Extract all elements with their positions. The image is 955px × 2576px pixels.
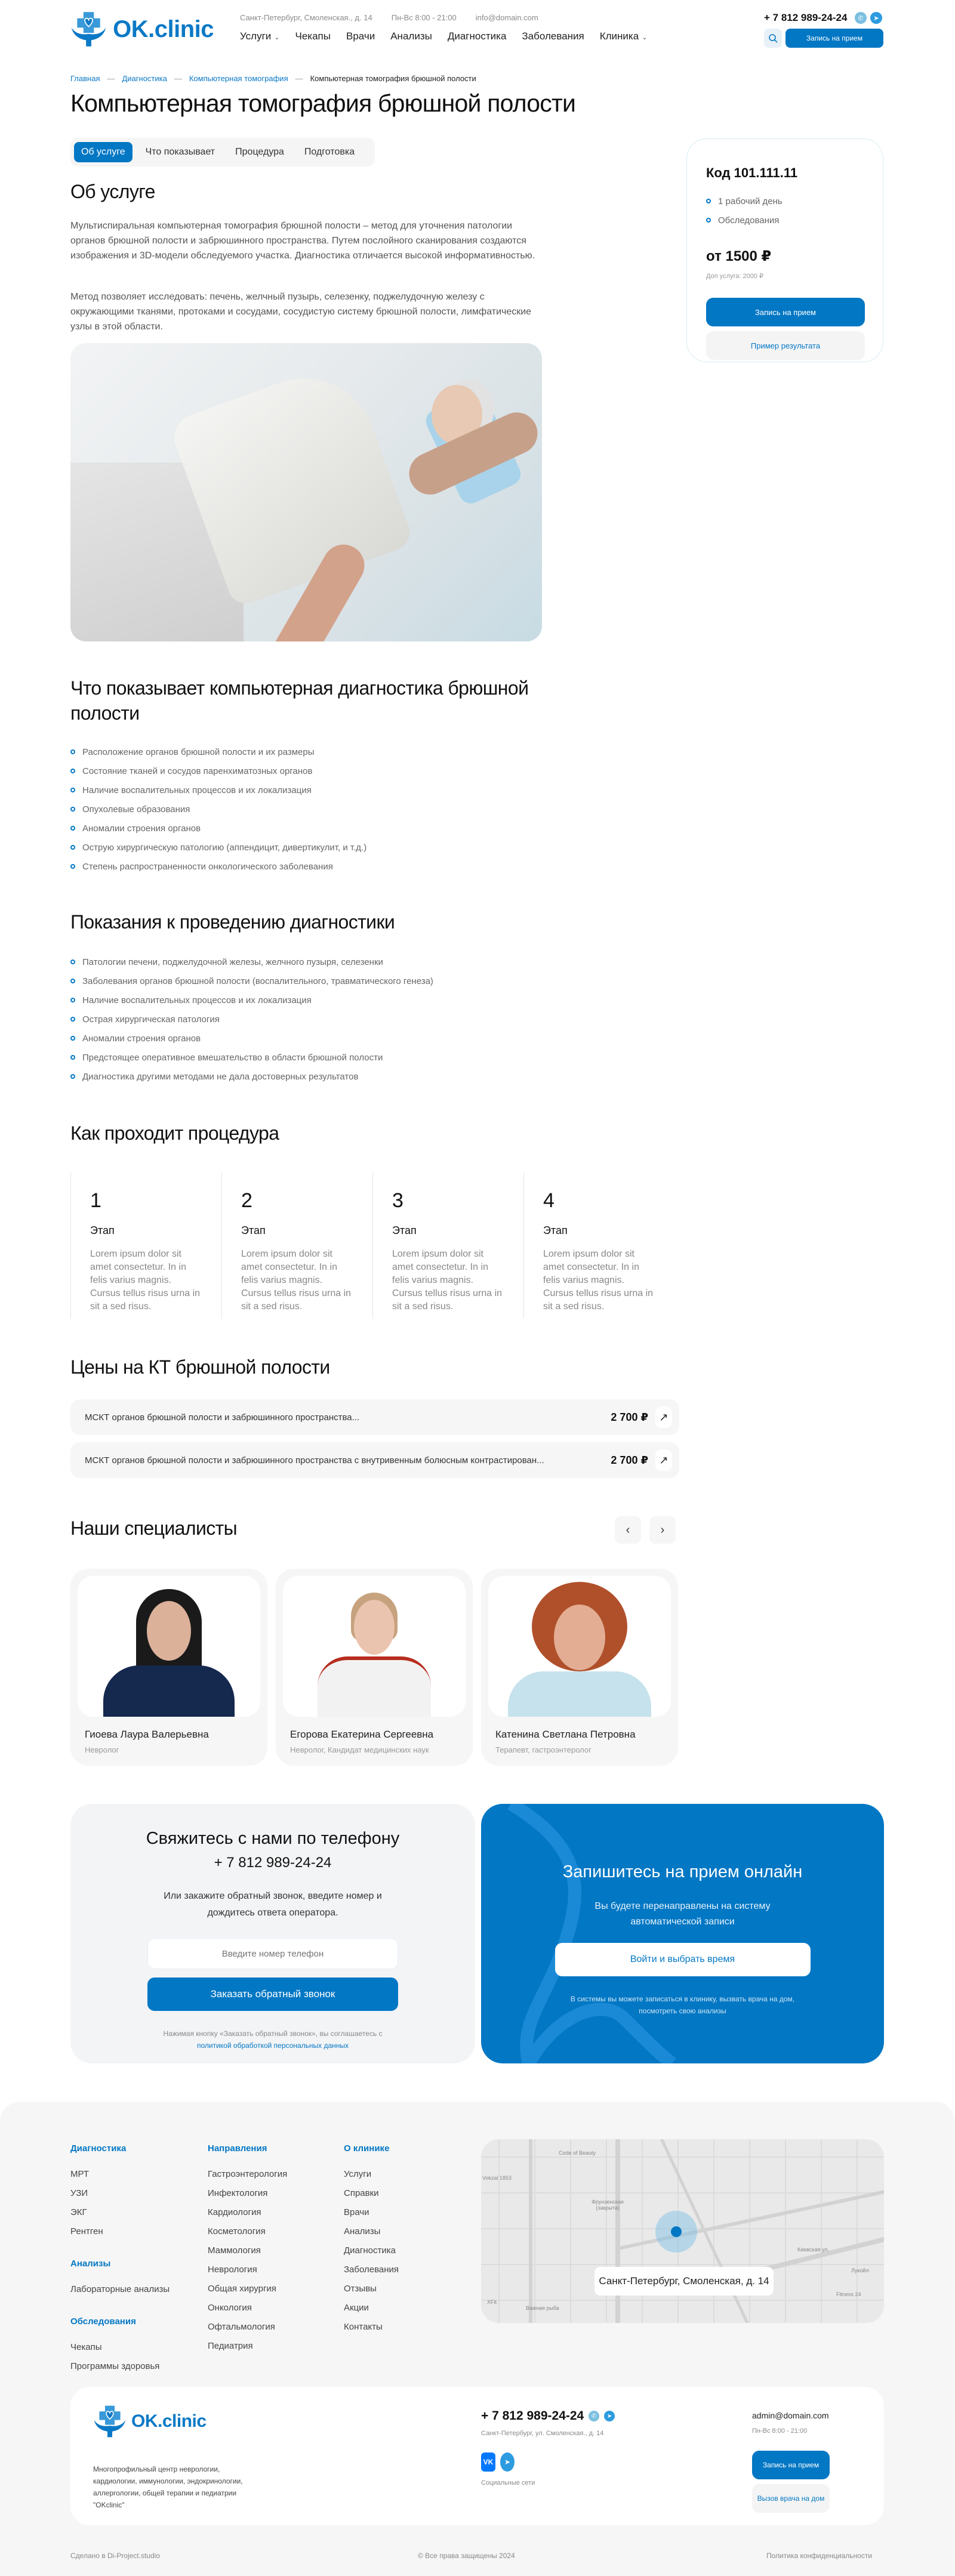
price-row-value: 2 700 ₽ xyxy=(611,1411,648,1423)
procedure-step xyxy=(70,1173,221,1319)
bullet-icon xyxy=(70,845,75,850)
footer-phone-row xyxy=(481,2409,615,2423)
arrow-up-right-icon[interactable]: ↗ xyxy=(655,1406,672,1428)
breadcrumb-separator: — xyxy=(174,74,182,83)
map-label: Лукойл xyxy=(851,2268,869,2273)
list-item: Аномалии строения органов xyxy=(70,1029,433,1048)
feature-item: Обследования xyxy=(706,211,864,230)
indications-title: Показания к проведению диагностики xyxy=(70,911,395,933)
bullet-icon xyxy=(70,788,75,792)
book-appointment-button[interactable]: Запись на прием xyxy=(706,298,865,326)
step-number: 1 xyxy=(90,1189,101,1212)
nav-diseases[interactable]: Заболевания xyxy=(522,30,584,42)
nav-analyses[interactable]: Анализы xyxy=(390,30,432,42)
procedure-step xyxy=(523,1173,674,1319)
whatsapp-icon[interactable]: ✆ xyxy=(589,2411,599,2421)
chevron-right-icon: › xyxy=(660,1523,665,1537)
tab-procedure[interactable]: Процедура xyxy=(235,147,284,157)
search-icon xyxy=(768,33,778,43)
about-paragraph-2: Метод позволяет исследовать: печень, желчный пузырь, селезенку, поджелудочную железу с окружающими тканями, протоками и сосудами, сосудистую систему брюшной полости, лимфатические узлы в этой области. xyxy=(70,292,532,332)
logo-icon xyxy=(93,2405,127,2438)
specialists-title: Наши специалисты xyxy=(70,1517,238,1539)
step-number: 2 xyxy=(241,1189,252,1212)
price-row-value: 2 700 ₽ xyxy=(611,1454,648,1466)
login-choose-time-button[interactable]: Войти и выбрать время xyxy=(555,1943,811,1976)
header-hours: Пн-Вс 8:00 - 21:00 xyxy=(391,13,457,22)
footer-link[interactable]: Акции xyxy=(344,2303,369,2313)
price-row[interactable] xyxy=(70,1399,679,1435)
section-tabs xyxy=(70,138,375,166)
online-title: Запишитесь на прием онлайн xyxy=(562,1862,803,1881)
vk-icon[interactable]: VK xyxy=(481,2452,495,2472)
chevron-down-icon: ⌄ xyxy=(274,34,280,41)
step-number: 4 xyxy=(543,1189,554,1212)
footer-link[interactable]: Кардиология xyxy=(208,2207,261,2217)
footer-link[interactable]: Гастроэнтерология xyxy=(208,2169,288,2179)
social-label: Социальные сети xyxy=(481,2479,535,2486)
messenger-links xyxy=(855,12,882,24)
bullet-icon xyxy=(70,826,75,831)
footer-link[interactable]: Программы здоровья xyxy=(70,2361,160,2371)
made-by-link[interactable]: Сделано в Di-Project.studio xyxy=(70,2552,160,2560)
list-item: Аномалии строения органов xyxy=(70,819,366,838)
tab-shows[interactable]: Что показывает xyxy=(145,147,215,157)
bullet-icon xyxy=(70,1074,75,1079)
footer-link[interactable]: Неврология xyxy=(208,2265,257,2275)
footer-link[interactable]: МРТ xyxy=(70,2169,89,2179)
tab-preparation[interactable]: Подготовка xyxy=(304,147,355,157)
order-callback-button[interactable]: Заказать обратный звонок xyxy=(147,1977,398,2011)
footer-link[interactable]: Чекапы xyxy=(70,2342,102,2352)
list-item: Наличие воспалительных процессов и их локализация xyxy=(70,780,366,800)
procedure-title: Как проходит процедура xyxy=(70,1122,279,1144)
footer-col-diagnostics xyxy=(70,2143,170,2380)
bullet-icon xyxy=(70,749,75,754)
breadcrumb-separator: — xyxy=(107,74,115,83)
procedure-step xyxy=(372,1173,523,1319)
breadcrumb-current: Компьютерная томография брюшной полости xyxy=(310,74,476,83)
list-item: Состояние тканей и сосудов паренхиматозных органов xyxy=(70,761,366,780)
bullet-icon xyxy=(70,864,75,869)
step-title: Этап xyxy=(90,1224,115,1236)
bullet-icon xyxy=(70,1036,75,1041)
footer-address: Санкт-Петербург, ул. Смоленская., д. 14 xyxy=(481,2430,604,2437)
phone-input[interactable] xyxy=(147,1938,398,1969)
footer-phone[interactable]: + 7 812 989-24-24 xyxy=(481,2409,584,2423)
map-label: Fitness 24 xyxy=(836,2291,861,2297)
privacy-policy-link[interactable]: Политика конфиденциальности xyxy=(766,2552,873,2560)
telegram-icon[interactable]: ➤ xyxy=(500,2452,515,2472)
step-number: 3 xyxy=(392,1189,403,1212)
footer-link[interactable]: Маммология xyxy=(208,2245,261,2256)
breadcrumb xyxy=(70,74,476,83)
telegram-icon[interactable]: ➤ xyxy=(604,2411,615,2421)
prices-title: Цены на КТ брюшной полости xyxy=(70,1356,330,1378)
price-row-name: МСКТ органов брюшной полости и забрюшинного пространства... xyxy=(85,1412,360,1423)
callback-text: Или закажите обратный звонок, введите номер и дождитесь ответа оператора. xyxy=(164,1891,382,1918)
callback-block xyxy=(70,1804,475,2063)
indications-list xyxy=(70,952,433,1086)
decorative-wave-icon xyxy=(481,1804,884,2063)
ct-procedure-photo xyxy=(70,343,542,641)
map-label: Фрунзенская (закрыта) xyxy=(592,2199,624,2211)
top-info xyxy=(240,13,538,22)
footer-heading: Обследования xyxy=(70,2316,136,2327)
breadcrumb-home[interactable]: Главная xyxy=(70,74,100,83)
footer-heading: О клинике xyxy=(344,2143,390,2154)
bullet-icon xyxy=(70,998,75,1002)
nav-doctors[interactable]: Врачи xyxy=(346,30,375,42)
footer-link[interactable]: Услуги xyxy=(344,2169,372,2179)
nav-checkups[interactable]: Чекапы xyxy=(295,30,331,42)
footer-hours: Пн-Вс 8:00 - 21:00 xyxy=(752,2427,808,2435)
bullet-icon xyxy=(706,218,711,223)
logo[interactable] xyxy=(70,8,214,50)
privacy-policy-link[interactable]: политикой обработкой персональных данных xyxy=(196,2041,349,2050)
whatsapp-icon[interactable]: ✆ xyxy=(855,12,867,24)
list-item: Наличие воспалительных процессов и их локализация xyxy=(70,991,433,1010)
footer-link[interactable]: Общая хирургия xyxy=(208,2284,276,2294)
telegram-icon[interactable]: ➤ xyxy=(870,12,882,24)
logo-text: OK.clinic xyxy=(131,2411,207,2431)
list-item: Диагностика другими методами не дала достоверных результатов xyxy=(70,1067,433,1086)
bullet-icon xyxy=(70,1055,75,1060)
logo-text: OK.clinic xyxy=(113,16,214,42)
footer-description: Многопрофильный центр неврологии, кардиологии, иммунологии, эндокринологии, аллергологии, общей терапии и педиатрии "OKclinic" xyxy=(93,2465,243,2509)
procedure-steps xyxy=(70,1173,679,1319)
footer-link[interactable]: Рентген xyxy=(70,2226,103,2236)
book-appointment-button[interactable]: Запись на прием xyxy=(752,2451,830,2479)
footer-logo[interactable] xyxy=(93,2405,207,2438)
footer-link[interactable]: Анализы xyxy=(344,2226,381,2236)
map-label: XFit xyxy=(487,2299,497,2305)
list-item: Острую хирургическую патологию (аппендицит, дивертикулит, и т.д.) xyxy=(70,838,366,857)
price-row-name: МСКТ органов брюшной полости и забрюшинного пространства с внутривенным болюсным контрастирован... xyxy=(85,1455,544,1466)
callback-title: Свяжитесь с нами по телефону xyxy=(146,1829,400,1848)
about-paragraph-1: Мультиспиральная компьютерная томография брюшной полости – метод для уточнения патологии органов брюшной полости и забрюшинного пространства. Путем послойного сканирования создаются изображения и 3D-модели обследуемого участка. Диагностика отличается высокой информативностью. xyxy=(70,221,535,261)
bullet-icon xyxy=(70,960,75,964)
example-result-button[interactable]: Пример результата xyxy=(706,331,865,360)
home-visit-button[interactable]: Вызов врача на дом xyxy=(752,2484,830,2513)
footer-col-directions xyxy=(208,2143,287,2360)
map-label: Киевская ул. xyxy=(797,2247,830,2253)
doctor-role: Терапевт, гастроэнтеролог xyxy=(495,1745,592,1754)
footer-link[interactable]: Врачи xyxy=(344,2207,369,2217)
location-map[interactable] xyxy=(481,2139,884,2323)
procedure-step xyxy=(221,1173,372,1319)
social-links xyxy=(481,2452,515,2472)
arrow-up-right-icon[interactable]: ↗ xyxy=(655,1449,672,1471)
service-price: от 1500 ₽ xyxy=(706,248,772,264)
shows-title: Что показывает компьютерная диагностика брюшной полости xyxy=(70,677,529,724)
footer-link[interactable]: Отзывы xyxy=(344,2284,377,2294)
map-label: Важная рыба xyxy=(526,2305,559,2311)
header-email[interactable]: info@domain.com xyxy=(475,13,538,22)
step-title: Этап xyxy=(392,1224,417,1236)
footer-heading: Диагностика xyxy=(70,2143,127,2154)
about-title: Об услуге xyxy=(70,181,155,202)
bullet-icon xyxy=(70,979,75,983)
price-row[interactable] xyxy=(70,1442,679,1478)
map-label: Code of Beauty xyxy=(559,2150,596,2156)
step-title: Этап xyxy=(241,1224,266,1236)
doctor-photo xyxy=(488,1576,671,1717)
doctor-name: Катенина Светлана Петровна xyxy=(495,1729,636,1740)
logo-icon xyxy=(70,8,107,50)
list-item: Острая хирургическая патология xyxy=(70,1010,433,1029)
map-pin-icon[interactable] xyxy=(671,2226,682,2237)
copyright: © Все права защищены 2024 xyxy=(418,2552,515,2560)
tab-about[interactable]: Об услуге xyxy=(74,142,133,162)
carousel-prev-button[interactable] xyxy=(615,1516,641,1544)
breadcrumb-ct[interactable]: Компьютерная томография xyxy=(189,74,288,83)
service-summary-card xyxy=(686,138,883,362)
footer-col-about xyxy=(344,2143,399,2341)
footer-link[interactable]: Заболевания xyxy=(344,2265,399,2275)
footer-email[interactable]: admin@domain.com xyxy=(752,2411,829,2420)
page-title: Компьютерная томография брюшной полости xyxy=(70,90,576,117)
footer-link[interactable]: Справки xyxy=(344,2188,379,2198)
extra-service-price: Доп услуга: 2000 ₽ xyxy=(706,273,764,280)
online-text: Вы будете перенаправлены на систему автоматической записи xyxy=(594,1901,771,1927)
callback-phone[interactable]: + 7 812 989-24-24 xyxy=(214,1855,332,1871)
list-item: Предстоящее оперативное вмешательство в области брюшной полости xyxy=(70,1048,433,1067)
footer-heading: Анализы xyxy=(70,2259,111,2269)
nav-clinic[interactable]: Клиника ⌄ xyxy=(599,30,648,42)
doctor-card[interactable] xyxy=(276,1569,473,1766)
footer-link[interactable]: Диагностика xyxy=(344,2245,396,2256)
doctor-role: Невролог xyxy=(85,1745,119,1754)
doctor-card[interactable] xyxy=(70,1569,267,1766)
breadcrumb-separator: — xyxy=(295,74,303,83)
main-nav xyxy=(240,30,647,42)
footer-link[interactable]: Офтальмология xyxy=(208,2322,275,2332)
bullet-icon xyxy=(70,769,75,773)
consent-text: Нажимая кнопку «Заказать обратный звонок», вы соглашаетесь с политикой обработкой персональных данных xyxy=(163,2029,383,2050)
list-item: Патологии печени, поджелудочной железы, желчного пузыря, селезенки xyxy=(70,952,433,971)
doctor-role: Невролог, Кандидат медицинских наук xyxy=(290,1745,429,1754)
footer-link[interactable]: Контакты xyxy=(344,2322,383,2332)
footer-contact-card xyxy=(70,2387,884,2525)
footer-link[interactable]: Онкология xyxy=(208,2303,252,2313)
step-text: Lorem ipsum dolor sit amet consectetur. In in felis varius magnis. Cursus tellus risus urna in sit a sed risus. xyxy=(241,1249,352,1312)
doctor-photo xyxy=(78,1576,260,1717)
footer-link[interactable]: ЭКГ xyxy=(70,2207,87,2217)
doctor-name: Егорова Екатерина Сергеевна xyxy=(290,1729,434,1740)
list-item: Заболевания органов брюшной полости (воспалительного, травматического генеза) xyxy=(70,971,433,991)
chevron-left-icon: ‹ xyxy=(626,1523,630,1537)
breadcrumb-diagnostics[interactable]: Диагностика xyxy=(122,74,167,83)
nav-services[interactable]: Услуги ⌄ xyxy=(240,30,280,42)
header-address: Санкт-Петербург, Смоленская., д. 14 xyxy=(240,13,372,22)
book-appointment-button[interactable]: Запись на прием xyxy=(785,29,883,48)
list-item: Расположение органов брюшной полости и их размеры xyxy=(70,742,366,761)
footer-link[interactable]: Косметология xyxy=(208,2226,266,2236)
online-note: В системы вы можете записаться в клинику, вызвать врача на дом, посмотреть свою анализы xyxy=(570,1995,795,2015)
doctor-card[interactable] xyxy=(481,1569,678,1766)
carousel-next-button[interactable] xyxy=(649,1516,676,1544)
footer-link[interactable]: УЗИ xyxy=(70,2188,88,2198)
step-text: Lorem ipsum dolor sit amet consectetur. In in felis varius magnis. Cursus tellus risus urna in sit a sed risus. xyxy=(392,1249,503,1312)
list-item: Степень распространенности онкологического заболевания xyxy=(70,857,366,876)
doctor-photo xyxy=(283,1576,466,1717)
footer-link[interactable]: Инфектология xyxy=(208,2188,268,2198)
feature-item: 1 рабочий день xyxy=(706,192,864,211)
service-features xyxy=(706,192,864,230)
footer-heading: Направления xyxy=(208,2143,267,2154)
service-code: Код 101.111.11 xyxy=(706,165,798,180)
map-address: Санкт-Петербург, Смоленская, д. 14 xyxy=(594,2267,774,2296)
bullet-icon xyxy=(706,199,711,203)
shows-list xyxy=(70,742,366,876)
doctor-name: Гиоева Лаура Валерьевна xyxy=(85,1729,209,1740)
chevron-down-icon: ⌄ xyxy=(642,34,648,41)
step-text: Lorem ipsum dolor sit amet consectetur. In in felis varius magnis. Cursus tellus risus urna in sit a sed risus. xyxy=(543,1249,654,1312)
search-button[interactable] xyxy=(764,29,782,48)
list-item: Опухолевые образования xyxy=(70,800,366,819)
footer-link[interactable]: Педиатрия xyxy=(208,2341,253,2351)
bullet-icon xyxy=(70,1017,75,1022)
bullet-icon xyxy=(70,807,75,812)
nav-diagnostics[interactable]: Диагностика xyxy=(447,30,507,42)
footer-link[interactable]: Лабораторные анализы xyxy=(70,2284,170,2294)
step-text: Lorem ipsum dolor sit amet consectetur. In in felis varius magnis. Cursus tellus risus urna in sit a sed risus. xyxy=(90,1249,201,1312)
online-booking-block xyxy=(481,1804,884,2063)
header-phone[interactable]: + 7 812 989-24-24 xyxy=(764,12,848,23)
step-title: Этап xyxy=(543,1224,568,1236)
map-label: Vokzal 1853 xyxy=(482,2175,512,2181)
